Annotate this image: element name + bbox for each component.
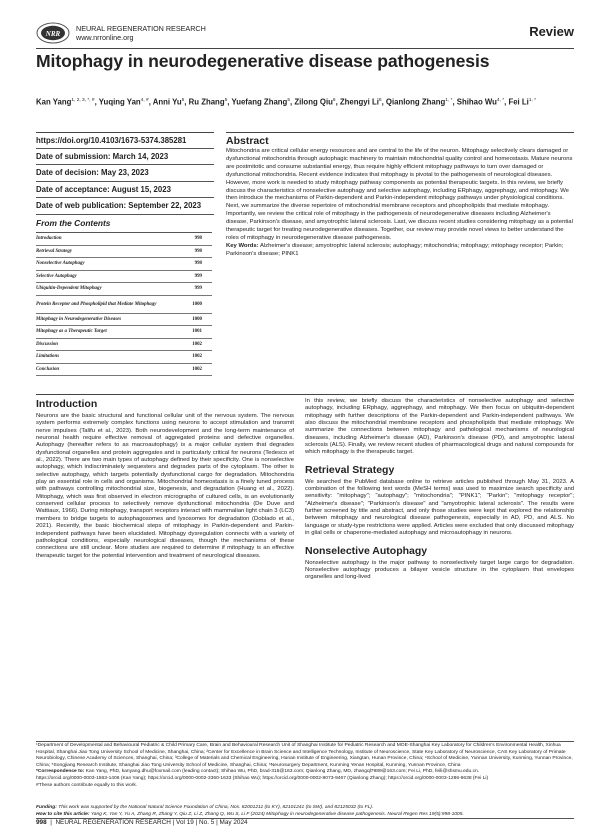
correspondence-label: *Correspondence to:: [36, 769, 85, 775]
toc-item-page: 1002: [192, 354, 202, 360]
keywords-label: Key Words:: [226, 242, 259, 249]
toc-item-page: 1000: [192, 316, 202, 322]
toc-item[interactable]: [36, 339, 212, 352]
toc-item-page: 998: [194, 248, 202, 254]
abstract-text: Mitochondria are critical cellular energy resources and are central to the life of the neuron. Mitophagy selectively clears damaged or dysfunctional mitochondria through autophagic machinery to maintain mitochondrial quality control and homeostasis. Mature neurons are postmitotic and consume substantial energy, thus require highly efficient mitophagy pathways to turn over damaged or dysfunctional mitochondria. Recent evidence indicates that mitophagy is pivotal to the pathogenesis of neurological diseases. However, more work is needed to study mitophagy pathway components as potential therapeutic targets. In this review, we briefly discuss the characteristics of nonselective autophagy and selective autophagy, including ERphagy, aggrephagy, and mitophagy. We then introduce the mechanisms of Parkin-dependent and Parkin-independent mitophagy pathways under physiological conditions. Next, we summarize the diverse repertoire of mitochondrial membrane receptors and phospholipids that mediate mitophagy. Importantly, we review the critical role of mitophagy in the pathogenesis of neurodegenerative diseases including Alzheimer's disease, Parkinson's disease, and amyotrophic lateral sclerosis. Last, we discuss recent studies considering mitophagy as a potential therapeutic target for treating neurodegenerative diseases. Together, our review may provide novel views to better understand the roles of mitophagy in neurodegenerative disease pathogenesis.: [226, 148, 573, 241]
toc-item[interactable]: [36, 296, 212, 314]
abstract-heading: Abstract: [226, 135, 269, 147]
toc-item-page: 998: [194, 261, 202, 267]
toc-item-label: Selective Autophagy: [36, 273, 77, 279]
review-overview-text: In this review, we briefly discuss the characteristics of nonselective autophagy and selective autophagy, including ERphagy, aggrephagy, and mitophagy. We then focus on ubiquitin-dependent mitophagy with further descriptions of the Parkin-dependent and Parkin-independent pathways. We also discuss the mitochondrial membrane receptors and phospholipids that mediate mitophagy. We summarize the connections between mitophagy and pathological mechanisms of neurological diseases, including Alzheimer's disease (AD), Parkinson's disease (PD), and amyotrophic lateral sclerosis (ALS). Finally, we review recent studies of pharmacological drugs and natural compounds for which mitophagy is the therapeutic target.: [305, 398, 574, 456]
abstract-section: [226, 132, 574, 259]
submission-date: Date of submission: March 14, 2023: [36, 149, 214, 166]
toc-item-label: Introduction: [36, 236, 62, 242]
orcid-links[interactable]: https://orcid.org/0000-0003-1563-1406 (Kan Yang); https://orcid.org/0000-0002-3360-1633 (Shihao Wu); https://orcid.org/0000-0002-8073-9467 (Qianlong Zhang); https://orcid.org/0000-0003-1286-9638 (Fei Li): [36, 775, 489, 781]
keywords-text: Alzheimer's disease; amyotrophic lateral sclerosis; autophagy; mitochondria; mitophagy; mitophagy receptor; Parkin; Parkinson's disease; PINK1: [226, 242, 564, 257]
toc-item-page: 1002: [192, 366, 202, 372]
nonselective-heading: Nonselective Autophagy: [305, 544, 428, 557]
toc-item-label: Mitophagy as a Therapeutic Target: [36, 329, 107, 335]
journal-name: NEURAL REGENERATION RESEARCH: [76, 24, 206, 33]
toc-item-page: 1000: [192, 301, 202, 307]
journal-url[interactable]: www.nrronline.org: [76, 33, 134, 42]
table-of-contents: [36, 232, 212, 376]
doi-link[interactable]: https://doi.org/10.4103/1673-5374.385281: [36, 132, 214, 149]
header-divider: [36, 48, 574, 49]
footnote-divider: [36, 741, 574, 742]
funding-label: Funding:: [36, 805, 57, 810]
footnotes: [36, 743, 574, 789]
toc-item-page: 999: [194, 286, 202, 292]
toc-item-label: Limitations: [36, 354, 60, 360]
equal-contribution: #These authors contribute equally to this work.: [36, 782, 138, 788]
nonselective-text: Nonselective autophagy is the major pathway to nonselectively target large cargo for degradation. Nonselective autophagy produces a bilayer vesicle structure in the cytoplasm that envelopes organelles and long-lived: [305, 559, 574, 581]
funding-text: This work was supported by the National Natural Science Foundation of China, Nos. 82001211 (to KY), 82101241 (to SW), and 82125032 (to FL).: [58, 805, 374, 810]
toc-item-page: 1002: [192, 341, 202, 347]
correspondence-text: Kan Yang, PhD, kanyang.dhu@foxmail.com (leading contact); Shihao Wu, PhD, brad-315@163.com; Qianlong Zhang, MD, zhangql7989@163.com; Fei Li, PhD, feili@shsmu.edu.cn.: [85, 769, 480, 775]
journal-header: [36, 22, 574, 48]
funding-and-citation: [36, 805, 574, 818]
citation-text: Yang K, Yan Y, Yu A, Zhang R, Zhang Y, Qiu Z, Li Z, Zhang Q, Wu S, Li F (2024) Mitophagy in neurodegenerative disease pathogenesis. Neural Regen Res 19(5):998-1005.: [90, 811, 464, 817]
introduction-section: [36, 398, 294, 560]
funding: [36, 805, 574, 812]
contents-heading: From the Contents: [36, 218, 111, 228]
decision-date: Date of decision: May 23, 2023: [36, 165, 214, 182]
toc-item[interactable]: [36, 233, 212, 246]
toc-item[interactable]: [36, 246, 212, 259]
article-meta: [36, 132, 214, 215]
body-divider: [36, 394, 574, 395]
toc-item[interactable]: [36, 314, 212, 327]
retrieval-text: We searched the PubMed database online to retrieve articles published through May 31, 2023. A combination of the following text words (MeSH terms) was used to maximize search specificity and sensitivity: "mitophagy"; "autophagy"; "mitochondria"; "PINK1"; "Parkin"; "mitophagy receptor"; "Alzheimer's disease"; "Parkinson's disease" and "amyotrophic lateral sclerosis". The results were further screened by title and abstract, and only those studies were kept that explored the relationship between mitophagy and neurological disease pathogenesis, especially in AD, PD, and ALS. No language or study-type restrictions were applied. Articles were excluded that only discussed mitophagy in glial cells or chaperone-mediated autophagy and microautophagy in neurons.: [305, 478, 574, 537]
page-footer: 998 | NEURAL REGENERATION RESEARCH | Vol 19 | No. 5 | May 2024: [36, 819, 248, 826]
footer-journal-info: NEURAL REGENERATION RESEARCH | Vol 19 | No. 5 | May 2024: [55, 819, 248, 826]
keywords: [226, 243, 574, 259]
introduction-text: Neurons are the basic structural and functional cellular unit of the nervous system. The nervous system performs extremely complex functions using neurons to accept stimulation and transmit nerve impulses (Talifu et al., 2023). Both neurodevelopment and the long-term maintenance of neuronal health require effective removal of aggregated proteins and defective organelles. Autophagy (hereafter refers to as macroautophagy) is a major cellular system that degrades dysfunctional organelles and protein aggregates and is particularly critical for neurons (Tedesco et al., 2022). There are two main types of autophagy defined by their specificity. One is nonselective autophagy, which indiscriminately sequesters and degrades parts of the cytoplasm. The other is selective autophagy, which targets potentially dysfunctional cargo for degradation. Mitochondria play an essential role in cells and organisms. Mitochondrial homeostasis is a finely tuned process with pathways controlling mitochondrial size, biogenesis, and degradation (Huang et al., 2022). Mitophagy, which was first observed in electron micrographs of cultured cells, is an evolutionarily conserved cellular process to selectively remove dysfunctional mitochondria (De Duve and Wattiaux, 1966). During mitophagy, transport receptors interact with mammalian light chain 3 (LC3) members to bridge targets to autophagosomes and lysosomes for degradation (Doblado et al., 2021). Recently, the basic biochemical steps of mitophagy in Parkin-dependent and Parkin-independent pathways have been elucidated. Mitophagy dysregulation connects with a variety of pathological conditions, especially neurological diseases, though the mechanisms of these connections are still unclear. More studies are required to determine if mitophagy is an effective therapeutic target for the potential intervention and treatment of neurological diseases.: [36, 413, 294, 559]
toc-item-label: Retrieval Strategy: [36, 248, 72, 254]
correspondence: [36, 769, 574, 776]
toc-item-label: Discussion: [36, 341, 59, 347]
toc-item-page: 998: [194, 236, 202, 242]
toc-item-label: Mitophagy in Neurodegenerative Diseases: [36, 316, 122, 322]
toc-item-page: 999: [194, 273, 202, 279]
introduction-heading: Introduction: [36, 398, 98, 410]
affiliations: ¹Department of Developmental and Behavioural Pediatric & Child Primary Care, Brain and Behavioural Research Unit of Shanghai Institute for Pediatric Research and MOE-Shanghai Key Laboratory for Children's Environmental Health, Xinhua Hospital, Shanghai Jiao Tong University School of Medicine, Shanghai, China; ²Center for Excellence in Brain Science and Intelligence Technology, Institute of Neuroscience, State Key Laboratory of Neuroscience, CAS Key Laboratory of Primate Neurobiology, Chinese Academy of Sciences, Shanghai, China; ³College of Materials and Chemical Engineering, Hunan Institute of Engineering, Xiangtan, Hunan Province, China; ⁴School of Medicine, Yunnan University, Kunming, Yunnan Province, China; ⁵Songjiang Research Institute, Shanghai Jiao Tong University School of Medicine, Shanghai, China; ⁶Neurosurgery Department, Kunming Yenan Hospital, Kunming, Yunnan Province, China: [36, 743, 573, 768]
citation-label: How to cite this article:: [36, 811, 90, 817]
page-number: 998: [36, 819, 47, 826]
toc-item-page: 1001: [192, 329, 202, 335]
author-list: Kan Yang$^{1, 2, 3, *, \#}$, Yuqing Yan$^{4, \#}$, Anni Yu$^5$, Ru Zhang$^5$, Yuefang Zhang$^5$, Zilong Qiu$^6$, Zhengyi Li$^6$, Qianlong Zhang$^{1, *}$, Shihao $Wu^{4, *}$, Fei $Li^{1, *}$: [36, 97, 537, 107]
toc-item-label: Ubiquitin-Dependent Mitophagy: [36, 286, 102, 292]
article-type: Review: [529, 24, 574, 39]
right-column: [305, 398, 574, 582]
toc-item[interactable]: [36, 258, 212, 271]
web-publication-date: Date of web publication: September 22, 2023: [36, 198, 214, 215]
logo-text: NRR: [45, 30, 61, 38]
retrieval-heading: Retrieval Strategy: [305, 463, 395, 476]
acceptance-date: Date of acceptance: August 15, 2023: [36, 182, 214, 199]
toc-item[interactable]: [36, 271, 212, 284]
toc-item-label: Nonselective Autophagy: [36, 261, 85, 267]
article-title: Mitophagy in neurodegenerative disease pathogenesis: [36, 51, 490, 71]
toc-item-label: Protein Receptor and Phospholipid that Mediate Mitophagy: [36, 301, 157, 307]
nrr-logo-icon: [36, 22, 70, 44]
toc-item-label: Conclusion: [36, 366, 60, 372]
toc-item[interactable]: [36, 351, 212, 364]
toc-item[interactable]: [36, 326, 212, 339]
journal-info: [76, 24, 206, 42]
toc-item[interactable]: [36, 364, 212, 377]
toc-item[interactable]: [36, 283, 212, 296]
